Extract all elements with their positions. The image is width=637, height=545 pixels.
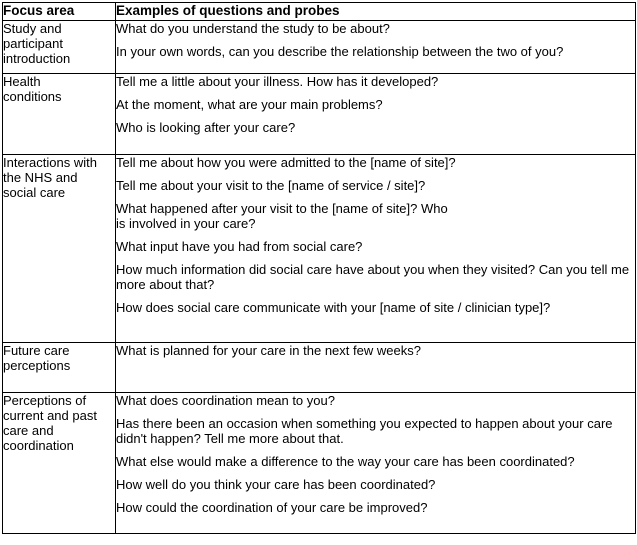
question-text: Has there been an occasion when something you expected to happen about your care didn't happen? Tell me more about that.: [116, 416, 613, 446]
focus-area-label: Perceptions of current and past care and coordination: [3, 393, 97, 453]
table-header-row: [3, 3, 636, 21]
questions-cell: [116, 393, 636, 534]
questions-cell: [116, 343, 636, 393]
question-text: How does social care communicate with your [name of site / clinician type]?: [116, 300, 551, 315]
focus-area-cell: [3, 74, 116, 155]
focus-area-cell: [3, 155, 116, 343]
table-row: [3, 74, 636, 155]
header-focus-area: Focus area: [3, 3, 116, 21]
header-questions: Examples of questions and probes: [116, 3, 636, 21]
question-text: How could the coordination of your care be improved?: [116, 500, 428, 515]
focus-area-cell: [3, 343, 116, 393]
table-row: [3, 393, 636, 534]
question-text: What happened after your visit to the [name of site]? Who is involved in your care?: [116, 201, 448, 231]
question-text: How well do you think your care has been coordinated?: [116, 477, 436, 492]
question-text: Tell me about your visit to the [name of service / site]?: [116, 178, 426, 193]
focus-area-cell: [3, 21, 116, 74]
question-text: What input have you had from social care?: [116, 239, 363, 254]
questions-cell: [116, 155, 636, 343]
focus-area-label: Study and participant introduction: [3, 21, 71, 66]
table-row: [3, 21, 636, 74]
questions-cell: [116, 21, 636, 74]
table-row: [3, 155, 636, 343]
table-row: [3, 343, 636, 393]
question-text: What does coordination mean to you?: [116, 393, 335, 408]
question-text: Tell me a little about your illness. How has it developed?: [116, 74, 439, 89]
question-text: What else would make a difference to the way your care has been coordinated?: [116, 454, 575, 469]
question-text: At the moment, what are your main problems?: [116, 97, 383, 112]
question-text: What do you understand the study to be about?: [116, 21, 390, 36]
question-text: How much information did social care have about you when they visited? Can you tell me more about that?: [116, 262, 630, 292]
question-text: In your own words, can you describe the relationship between the two of you?: [116, 44, 564, 59]
questions-cell: [116, 74, 636, 155]
question-text: Tell me about how you were admitted to the [name of site]?: [116, 155, 456, 170]
focus-area-cell: [3, 393, 116, 534]
focus-area-label: Interactions with the NHS and social care: [3, 155, 97, 200]
focus-area-label: Future care perceptions: [3, 343, 71, 373]
focus-area-table: [2, 2, 636, 534]
question-text: Who is looking after your care?: [116, 120, 296, 135]
question-text: What is planned for your care in the next few weeks?: [116, 343, 421, 358]
focus-area-label: Health conditions: [3, 74, 62, 104]
